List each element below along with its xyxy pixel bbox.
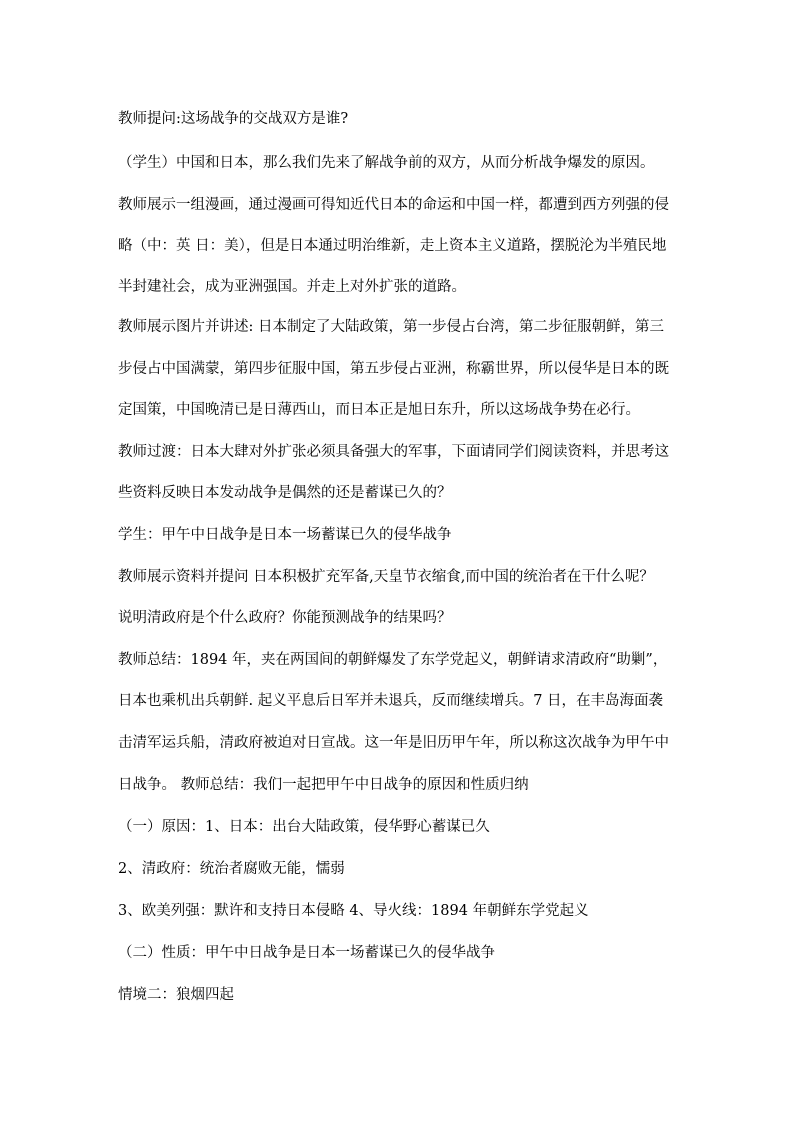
text-line: 定国策，中国晚清已是日薄西山，而日本正是旭日东升，所以这场战争势在必行。 [118,402,640,418]
text-line: 教师展示资料并提问 日本积极扩充军备,天皇节衣缩食,而中国的统治者在干什么呢？ [118,569,654,585]
text-line: 学生：甲午中日战争是日本一场蓄谋已久的侵华战争 [118,527,452,543]
text-line: 步侵占中国满蒙，第四步征服中国，第五步侵占亚洲，称霸世界，所以侵华是日本的既 [118,361,669,377]
text-line: 教师过渡：日本大肆对外扩张必须具备强大的军事，下面请同学们阅读资料，并思考这 [118,444,669,460]
text-line: 教师提问:这场战争的交战双方是谁? [118,111,349,127]
text-line: 教师总结：1894 年，夹在两国间的朝鲜爆发了东学党起义，朝鲜请求清政府“助剿”， [118,652,668,668]
text-line: 情境二：狼烟四起 [118,987,234,1003]
text-line: 说明清政府是个什么政府？你能预测战争的结果吗？ [118,610,452,626]
text-line: 些资料反映日本发动战争是偶然的还是蓄谋已久的？ [118,485,452,501]
text-line: 击清军运兵船，清政府被迫对日宣战。这一年是旧历甲午年，所以称这次战争为甲午中 [118,735,669,751]
text-line: 教师展示一组漫画，通过漫画可得知近代日本的命运和中国一样，都遭到西方列强的侵 [118,197,669,213]
text-line: 教师展示图片并讲述: 日本制定了大陆政策，第一步侵占台湾，第二步征服朝鲜，第三 [118,319,664,335]
text-line: 略（中：英 日：美），但是日本通过明治维新，走上资本主义道路，摆脱沦为半殖民地 [118,238,667,254]
text-line: （学生）中国和日本，那么我们先来了解战争前的双方，从而分析战争爆发的原因。 [118,155,655,171]
text-line: 2、清政府：统治者腐败无能，懦弱 [118,861,345,877]
text-line: （一）原因：1、日本：出台大陆政策，侵华野心蓄谋已久 [118,819,490,835]
text-line: 3、欧美列强：默许和支持日本侵略 4、导火线：1894 年朝鲜东学党起义 [118,903,589,919]
text-line: 日本也乘机出兵朝鲜. 起义平息后日军并未退兵，反而继续增兵。7 日，在丰岛海面袭 [118,693,664,709]
text-line: 半封建社会，成为亚洲强国。并走上对外扩张的道路。 [118,279,466,295]
text-line: （二）性质：甲午中日战争是日本一场蓄谋已久的侵华战争 [118,945,495,961]
text-line: 日战争。 教师总结：我们一起把甲午中日战争的原因和性质归纳 [118,777,529,793]
